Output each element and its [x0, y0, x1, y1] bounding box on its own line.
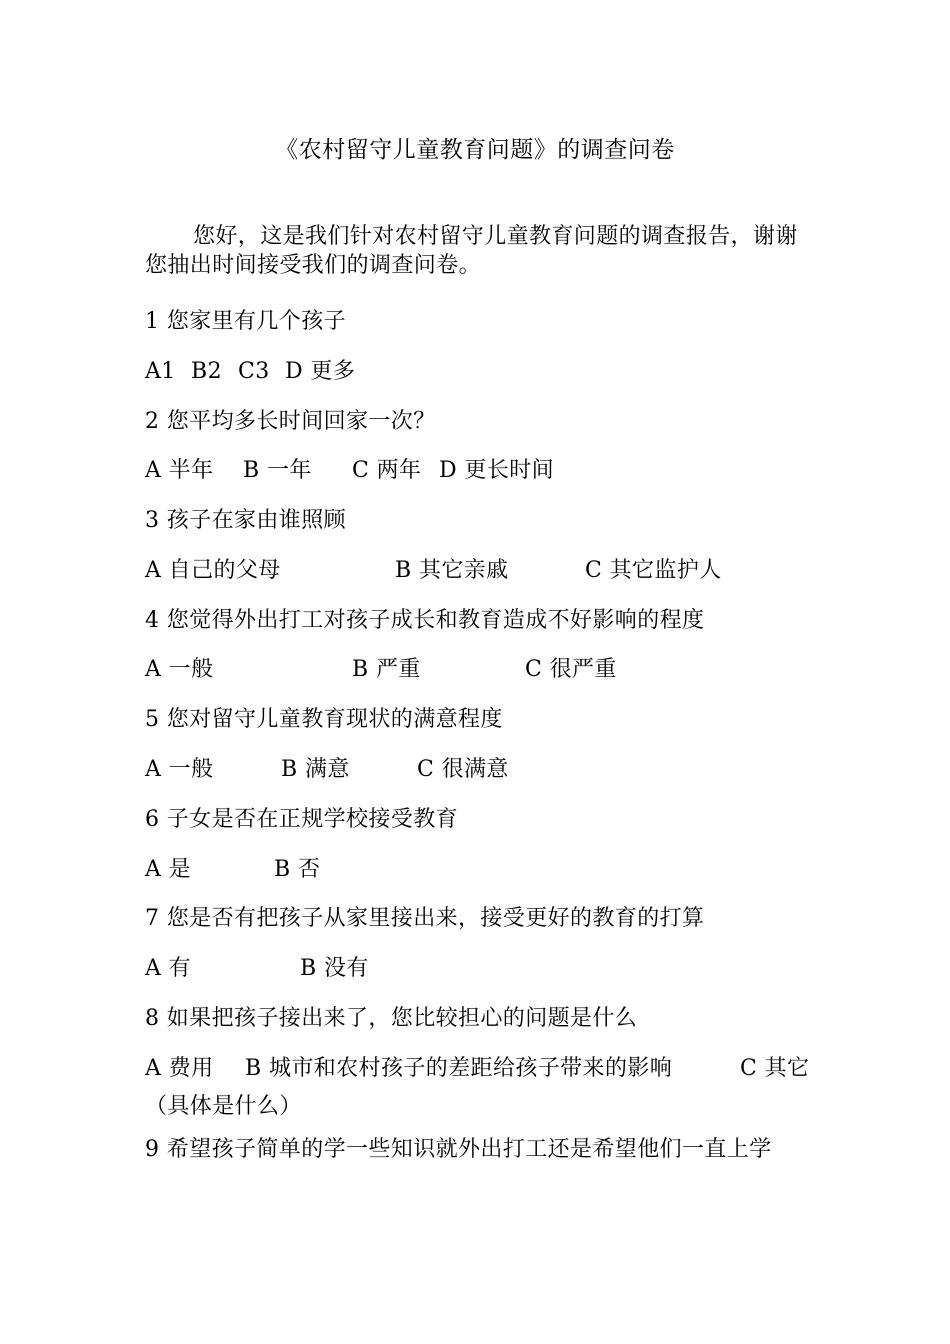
- question-7: 7 您是否有把孩子从家里接出来，接受更好的教育的打算: [145, 906, 705, 931]
- question-8-options: [145, 1054, 810, 1084]
- question-1: 1 您家里有几个孩子: [145, 309, 346, 334]
- option-b: B 严重: [352, 657, 421, 682]
- question-2-options: [145, 456, 810, 486]
- option-d: D 更长时间: [439, 458, 555, 483]
- option-a: A1: [145, 359, 176, 384]
- question-1-options: [145, 357, 810, 387]
- option-a: A 半年: [145, 458, 214, 483]
- option-b: B 没有: [300, 956, 369, 981]
- option-b: B2: [191, 359, 222, 384]
- page-title: 《农村留守儿童教育问题》的调查问卷: [275, 137, 675, 163]
- option-a: A 一般: [145, 757, 214, 782]
- intro-paragraph: 您好，这是我们针对农村留守儿童教育问题的调查报告，谢谢您抽出时间接受我们的调查问卷。: [145, 224, 798, 278]
- question-7-options: [145, 954, 810, 984]
- option-c: C 其它监护人: [585, 558, 722, 583]
- option-a: A 自己的父母: [145, 558, 281, 583]
- option-c: C 很严重: [525, 657, 617, 682]
- question-3-options: [145, 556, 810, 586]
- option-c: C 其它: [740, 1056, 810, 1081]
- option-a: A 是: [145, 857, 192, 882]
- question-5: 5 您对留守儿童教育现状的满意程度: [145, 707, 503, 732]
- question-6-options: [145, 855, 810, 885]
- question-6: 6 子女是否在正规学校接受教育: [145, 807, 458, 832]
- question-2: 2 您平均多长时间回家一次？: [145, 409, 436, 434]
- question-4: 4 您觉得外出打工对孩子成长和教育造成不好影响的程度: [145, 608, 705, 633]
- question-4-options: [145, 655, 810, 685]
- option-b: B 其它亲戚: [395, 558, 509, 583]
- option-c: C 两年: [352, 458, 422, 483]
- question-8-option-c-detail: （具体是什么）: [145, 1094, 302, 1119]
- option-c: C3: [238, 359, 270, 384]
- question-3: 3 孩子在家由谁照顾: [145, 508, 346, 533]
- question-5-options: [145, 755, 810, 785]
- question-9: 9 希望孩子简单的学一些知识就外出打工还是希望他们一直上学: [145, 1137, 772, 1162]
- option-a: A 有: [145, 956, 192, 981]
- option-c: C 很满意: [417, 757, 509, 782]
- option-b: B 城市和农村孩子的差距给孩子带来的影响: [245, 1056, 673, 1081]
- option-b: B 满意: [281, 757, 350, 782]
- option-d: D 更多: [285, 359, 356, 384]
- option-a: A 费用: [145, 1056, 214, 1081]
- question-8: 8 如果把孩子接出来了，您比较担心的问题是什么: [145, 1006, 638, 1031]
- option-b: B 一年: [243, 458, 312, 483]
- option-a: A 一般: [145, 657, 214, 682]
- option-b: B 否: [274, 857, 321, 882]
